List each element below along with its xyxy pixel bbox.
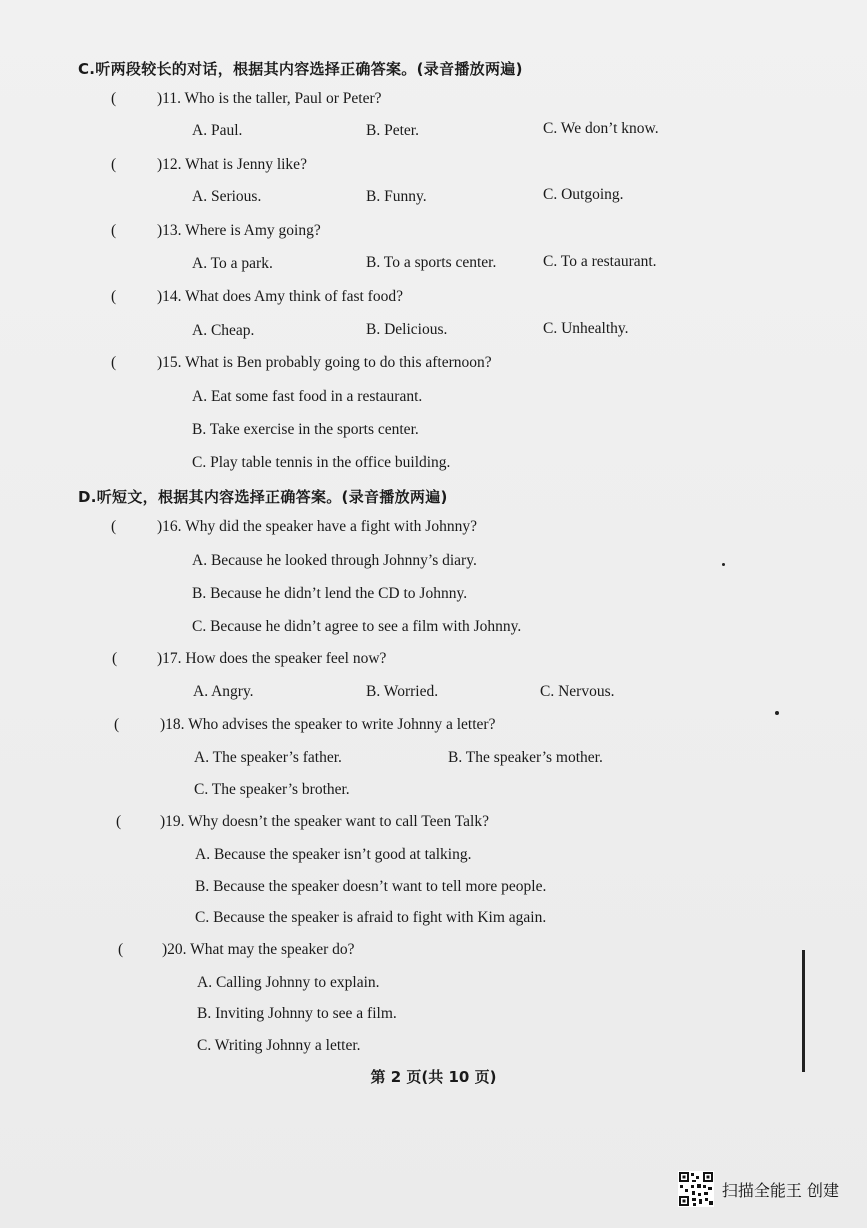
option-a: A. To a park. — [192, 255, 273, 272]
question-20 — [0, 941, 867, 965]
question-16 — [0, 518, 867, 542]
question-18 — [0, 716, 867, 740]
option-a: A. Eat some fast food in a restaurant. — [192, 388, 423, 405]
question-text: )15. What is Ben probably going to do this afternoon? — [157, 354, 492, 371]
scan-dot — [775, 711, 779, 715]
question-text: )11. Who is the taller, Paul or Peter? — [157, 90, 382, 107]
question-17 — [0, 650, 867, 674]
option-c: C. The speaker’s brother. — [194, 781, 350, 798]
option-b: B. Take exercise in the sports center. — [192, 421, 419, 438]
option-b: B. Delicious. — [366, 321, 448, 338]
qr-code-icon — [678, 1171, 714, 1207]
scan-dot — [722, 563, 725, 566]
option-c: C. To a restaurant. — [543, 253, 657, 270]
question-19 — [0, 813, 867, 837]
answer-blank[interactable]: ( — [114, 716, 120, 733]
option-c: C. Unhealthy. — [543, 320, 629, 337]
question-text: )16. Why did the speaker have a fight with Johnny? — [157, 518, 477, 535]
option-c: C. We don’t know. — [543, 120, 659, 137]
option-a: A. The speaker’s father. — [194, 749, 342, 766]
question-11 — [0, 90, 867, 114]
option-b: B. Worried. — [366, 683, 439, 700]
answer-blank[interactable]: ( — [111, 518, 117, 535]
option-c: C. Because the speaker is afraid to fight with Kim again. — [195, 909, 547, 926]
option-a: A. Paul. — [192, 122, 243, 139]
answer-blank[interactable]: ( — [111, 354, 117, 371]
option-b: B. To a sports center. — [366, 254, 497, 271]
question-text: )19. Why doesn’t the speaker want to call Teen Talk? — [160, 813, 489, 830]
answer-blank[interactable]: ( — [111, 288, 117, 305]
scanner-watermark — [678, 1170, 839, 1208]
answer-blank[interactable]: ( — [111, 222, 117, 239]
watermark-text: 扫描全能王 创建 — [721, 1180, 839, 1200]
question-text: )13. Where is Amy going? — [157, 222, 321, 239]
option-c: C. Outgoing. — [543, 186, 624, 203]
answer-blank[interactable]: ( — [116, 813, 122, 830]
question-14 — [0, 288, 867, 312]
option-a: A. Because he looked through Johnny’s diary. — [192, 552, 477, 569]
option-c: C. Because he didn’t agree to see a film with Johnny. — [192, 618, 522, 635]
option-b: B. Peter. — [366, 122, 419, 139]
answer-blank[interactable]: ( — [111, 90, 117, 107]
option-c: C. Nervous. — [540, 683, 615, 700]
question-text: )14. What does Amy think of fast food? — [157, 288, 403, 305]
answer-blank[interactable]: ( — [118, 941, 124, 958]
option-a: A. Because the speaker isn’t good at talking. — [195, 846, 472, 863]
question-text: )20. What may the speaker do? — [162, 941, 355, 958]
answer-blank[interactable]: ( — [112, 650, 118, 667]
option-b: B. Funny. — [366, 188, 427, 205]
section-d-title: D.听短文，根据其内容选择正确答案。(录音播放两遍) — [78, 488, 448, 506]
scan-mark — [802, 950, 805, 1072]
question-13 — [0, 222, 867, 246]
question-12 — [0, 156, 867, 180]
option-a: A. Serious. — [192, 188, 262, 205]
option-b: B. Because he didn’t lend the CD to Johnny. — [192, 585, 468, 602]
option-b: B. Because the speaker doesn’t want to tell more people. — [195, 878, 547, 895]
question-text: )17. How does the speaker feel now? — [157, 650, 387, 667]
option-b: B. The speaker’s mother. — [448, 749, 603, 766]
answer-blank[interactable]: ( — [111, 156, 117, 173]
option-a: A. Angry. — [193, 683, 254, 700]
option-a: A. Cheap. — [192, 322, 255, 339]
section-c-title: C.听两段较长的对话，根据其内容选择正确答案。(录音播放两遍) — [78, 60, 523, 78]
page-number: 第 2 页(共 10 页) — [370, 1068, 497, 1086]
question-15 — [0, 354, 867, 378]
option-c: C. Writing Johnny a letter. — [197, 1037, 361, 1054]
option-c: C. Play table tennis in the office building. — [192, 454, 451, 471]
option-a: A. Calling Johnny to explain. — [197, 974, 380, 991]
option-b: B. Inviting Johnny to see a film. — [197, 1005, 397, 1022]
question-text: )18. Who advises the speaker to write Johnny a letter? — [160, 716, 496, 733]
question-text: )12. What is Jenny like? — [157, 156, 307, 173]
